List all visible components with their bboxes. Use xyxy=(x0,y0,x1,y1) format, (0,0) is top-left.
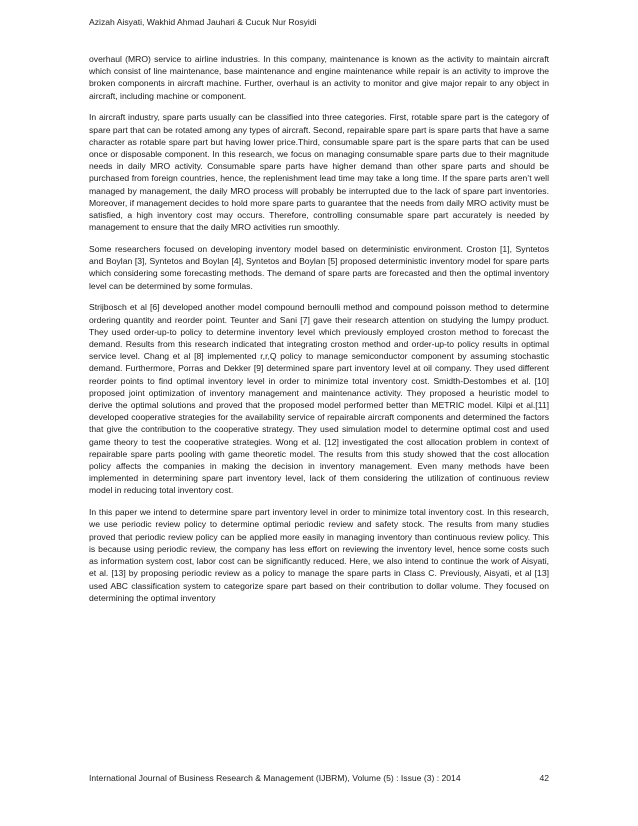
paragraph-deterministic-models: Some researchers focused on developing inventory model based on deterministic environment. Croston [1], Syntetos and Boylan [3], Syntetos and Boylan [4], Syntetos and Boylan [5] proposed deterministic inventory model for spare parts which considering some forecasting methods. The demand of spare parts are forecasted and then the optimal inventory level can be determined by some formulas. xyxy=(89,244,549,291)
running-head-authors: Azizah Aisyati, Wakhid Ahmad Jauhari & Cucuk Nur Rosyidi xyxy=(89,17,317,27)
paragraph-literature-review: Strijbosch et al [6] developed another model compound bernoulli method and compound poisson method to determine ordering quantity and reorder point. Teunter and Sani [7] gave their research attention on studying the lumpy product. They used order-up-to policy to determine inventory level which previously employed croston method to forecast the demand. Results from this research indicated that integrating croston method and order-up-to policy results in optimal service level. Chang et al [8] implemented r,r,Q policy to manage semiconductor component by assuming stochastic demand. Furthermore, Porras and Dekker [9] determined spare part inventory level at oil company. They used different reorder points to find optimal inventory level in order to minimize total inventory cost. Smidth-Destombes et al. [10] proposed joint optimization of inventory management and maintenance activity. They proposed a heuristic model to derive the optimal solutions and proved that the proposed model performed better than METRIC model. Kilpi et al.[11] developed cooperative strategies for the availability service of repairable aircraft components and determined the factors that give the contribution to the cooperative strategy. They used simulation model to determine optimal cost and used game theory to test the cooperative strategies. Wong et al. [12] investigated the cost allocation problem in context of repairable spare parts pooling with game theoretic model. The results from this study showed that the cost allocation policy affects the companies in making the decision in inventory management. Even many methods have been implemented in determining spare part inventory level, lack of them considering the utilization of continuous review model in reducing total inventory cost. xyxy=(89,302,549,496)
paragraph-spare-part-categories: In aircraft industry, spare parts usually can be classified into three categories. First, rotable spare part is the category of spare part that can be rotated among any types of aircraft. Second, repairable spare part is spare parts that have a same character as rotable spare part but having lower price.Third, consumable spare part is the spare parts that can be used once or disposable component. In this research, we focus on managing consumable spare parts due to their magnitude needs in daily MRO activity. Consumable spare parts have higher demand than other spare parts and should be purchased from foreign countries, hence, the replenishment lead time may take a long time. If the spare parts aren’t well managed by management, the daily MRO process will probably be interrupted due to the lack of spare part inventories. Moreover, if management decides to hold more spare parts to guarantee that the needs from daily MRO activity must be satisfied, a high inventory cost may occurs. Therefore, controlling consumable spare part accurately is needed by management to ensure that the daily MRO activities run smoothly. xyxy=(89,112,549,233)
paragraph-mro-overview: overhaul (MRO) service to airline industries. In this company, maintenance is known as the activity to maintain aircraft which consist of line maintenance, base maintenance and engine maintenance while repair is an activity to improve the broken components in aircraft machine. Further, overhaul is an activity to monitor and give major repair to any object in aircraft, including machine or component. xyxy=(89,54,549,101)
footer-page-number: 42 xyxy=(539,773,549,783)
page-footer xyxy=(89,773,549,783)
paragraph-research-aim: In this paper we intend to determine spare part inventory level in order to minimize total inventory cost. In this research, we use periodic review policy to determine optimal periodic review and safety stock. The results from many studies proved that periodic review policy can be applied more easily in managing inventory than continuous review policy. This is because using periodic review, the company has less effort on reviewing the inventory level, hence some costs such as information system cost, labor cost can be significantly reduced. Here, we also intend to continue the work of Aisyati, et al. [13] by proposing periodic review as a policy to manage the spare parts in Class C. Previously, Aisyati, et al [13] used ABC classification system to categorize spare part based on their contribution to dollar volume. They focused on determining the optimal inventory xyxy=(89,507,549,603)
footer-journal: International Journal of Business Research & Management (IJBRM), Volume (5) : Issue (3) : 2014 xyxy=(89,773,461,783)
body-text xyxy=(89,53,549,614)
